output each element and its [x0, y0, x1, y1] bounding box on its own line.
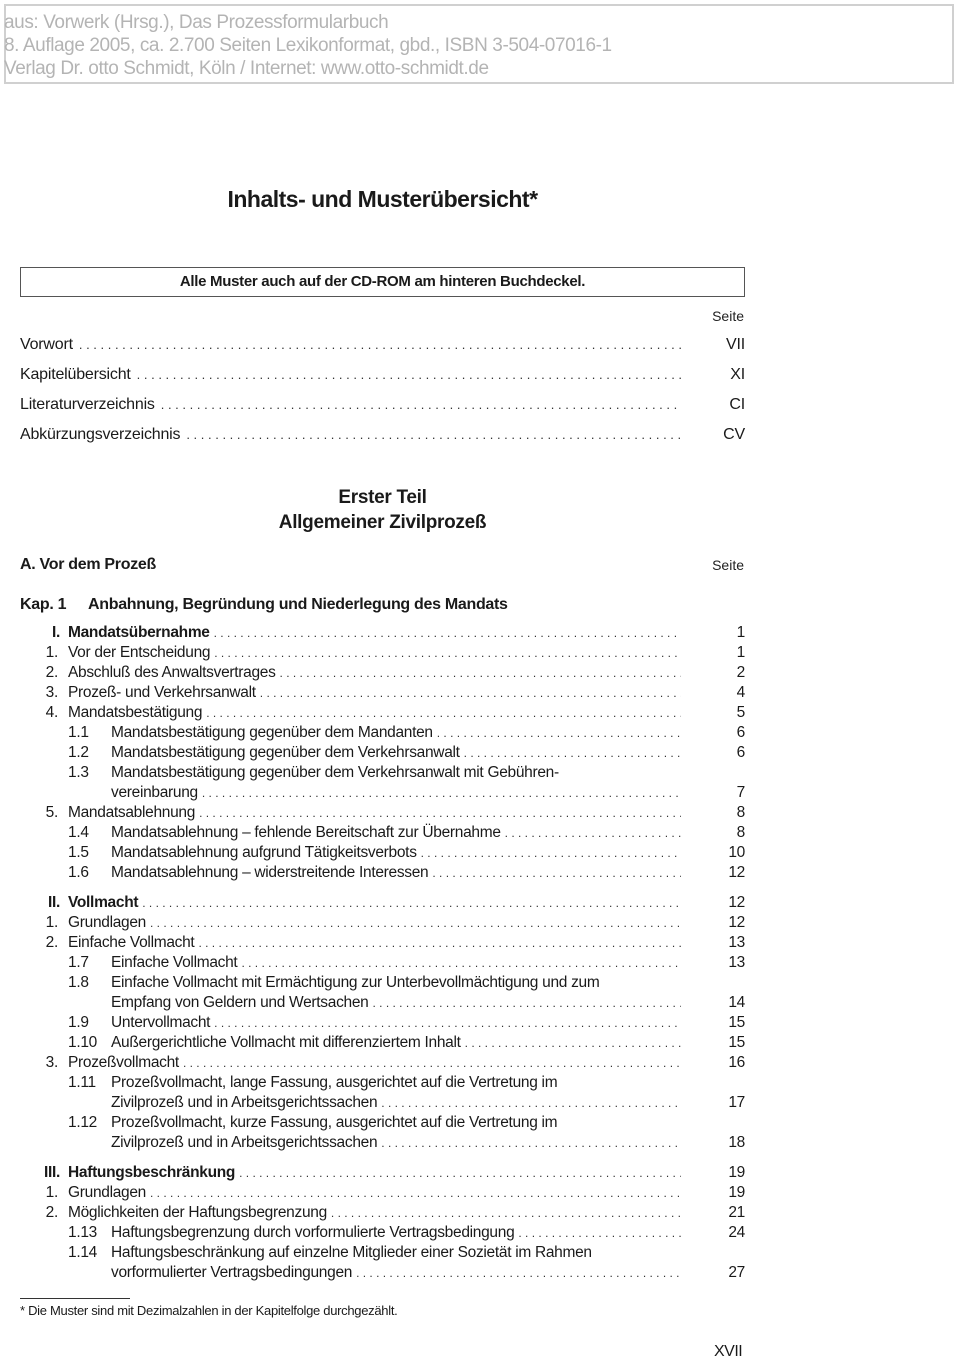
- entry-title: Einfache Vollmacht: [111, 954, 238, 971]
- entry-title: Abschluß des Anwaltsvertrages: [68, 664, 276, 681]
- entry-page: 12: [728, 894, 745, 911]
- dot-leader: [331, 1206, 681, 1220]
- entry-title-continuation: Zivilprozeß und in Arbeitsgerichtssachen: [111, 1094, 378, 1111]
- toc-entry-continuation[interactable]: [20, 1264, 745, 1284]
- entry-title: Prozeß- und Verkehrsanwalt: [68, 684, 256, 701]
- toc-entry[interactable]: [20, 1204, 745, 1224]
- source-line-1: aus: Vorwerk (Hrsg.), Das Prozessformularbuch: [4, 12, 389, 33]
- toc-entry[interactable]: [20, 1244, 745, 1264]
- entry-body: [111, 824, 745, 842]
- entry-title: Untervollmacht: [111, 1014, 211, 1031]
- toc-entry[interactable]: [20, 724, 745, 744]
- entry-body: [111, 1114, 745, 1132]
- entry-body: [111, 1094, 745, 1112]
- toc-entry[interactable]: [20, 624, 745, 644]
- footnote: * Die Muster sind mit Dezimalzahlen in der Kapitelfolge durchgezählt.: [20, 1303, 398, 1318]
- entry-number: 1.10: [68, 1034, 97, 1051]
- dot-leader: [239, 1166, 681, 1180]
- dot-leader: [241, 956, 681, 970]
- entry-page: 15: [728, 1014, 745, 1031]
- toc-entry[interactable]: [20, 934, 745, 954]
- entry-number: 1.4: [68, 824, 89, 841]
- dot-leader: [206, 706, 681, 720]
- entry-page: 17: [728, 1094, 745, 1111]
- dot-leader: [137, 367, 681, 382]
- toc-entry[interactable]: [20, 1054, 745, 1074]
- entry-number: 1.1: [68, 724, 89, 741]
- entry-page: 6: [736, 724, 745, 741]
- entry-title: Haftungsbegrenzung durch vorformulierte Vertragsbedingung: [111, 1224, 515, 1241]
- entry-title: Mandatsbestätigung: [68, 704, 203, 721]
- page-column-label: Seite: [712, 308, 744, 324]
- entry-title: Vollmacht: [68, 894, 139, 911]
- dot-leader: [150, 916, 681, 930]
- entry-page: 14: [728, 994, 745, 1011]
- entry-title: Mandatsbestätigung gegenüber dem Mandanten: [111, 724, 433, 741]
- entry-number: 1.: [45, 644, 58, 661]
- entry-title: Mandatsübernahme: [68, 624, 210, 641]
- dot-leader: [183, 1056, 681, 1070]
- entry-label: Kapitelübersicht: [20, 366, 131, 383]
- entry-title: Grundlagen: [68, 1184, 147, 1201]
- entry-page: 19: [728, 1164, 745, 1181]
- entry-title-continuation: Zivilprozeß und in Arbeitsgerichtssachen: [111, 1134, 378, 1151]
- entry-page: VII: [726, 336, 745, 353]
- dot-leader: [161, 397, 681, 412]
- dot-leader: [421, 846, 681, 860]
- entry-body: [68, 624, 745, 642]
- entry-body: [111, 974, 745, 992]
- entry-page: 8: [736, 824, 745, 841]
- entry-body: [68, 1204, 745, 1222]
- section-heading: A. Vor dem Prozeß: [20, 556, 156, 573]
- entry-title: Mandatsablehnung – widerstreitende Interessen: [111, 864, 429, 881]
- toc-entry[interactable]: [20, 1224, 745, 1244]
- entry-body: [68, 1164, 745, 1182]
- entry-number: 1.9: [68, 1014, 89, 1031]
- dot-leader: [432, 866, 681, 880]
- entry-label: Literaturverzeichnis: [20, 396, 155, 413]
- entry-body: [68, 804, 745, 822]
- entry-label: Abkürzungsverzeichnis: [20, 426, 181, 443]
- page-number: XVII: [714, 1343, 743, 1360]
- toc-entry[interactable]: [20, 644, 745, 664]
- entry-title: Haftungsbeschränkung auf einzelne Mitglieder einer Sozietät im Rahmen: [111, 1244, 592, 1261]
- entry-body: [68, 704, 745, 722]
- entry-label: Vorwort: [20, 336, 73, 353]
- entry-title: Mandatsablehnung – fehlende Bereitschaft zur Übernahme: [111, 824, 501, 841]
- entry-page: 1: [736, 644, 745, 661]
- entry-number: I.: [51, 624, 60, 641]
- entry-page: 8: [736, 804, 745, 821]
- entry-number: 3.: [45, 1054, 58, 1071]
- toc-entry[interactable]: [20, 844, 745, 864]
- toc-entry-continuation[interactable]: [20, 1094, 745, 1114]
- dot-leader: [356, 1266, 681, 1280]
- entry-page: CV: [723, 426, 745, 443]
- entry-body: [111, 1134, 745, 1152]
- chapter-number: Kap. 1: [20, 596, 67, 613]
- footnote-divider: [20, 1298, 130, 1299]
- dot-leader: [214, 646, 681, 660]
- entry-title: Möglichkeiten der Haftungsbegrenzung: [68, 1204, 327, 1221]
- entry-body: [111, 864, 745, 882]
- entry-page: 27: [728, 1264, 745, 1281]
- entry-page: 16: [728, 1054, 745, 1071]
- source-line-3: Verlag Dr. otto Schmidt, Köln / Internet: www.otto-schmidt.de: [4, 58, 489, 79]
- entry-number: 4.: [45, 704, 58, 721]
- toc-entry[interactable]: [20, 664, 745, 684]
- dot-leader: [381, 1096, 681, 1110]
- dot-leader: [464, 746, 681, 760]
- entry-number: II.: [47, 894, 60, 911]
- page-title: Inhalts- und Musterübersicht*: [227, 186, 538, 212]
- entry-page: 21: [728, 1204, 745, 1221]
- front-matter-entry[interactable]: [20, 426, 745, 444]
- dot-leader: [199, 806, 681, 820]
- dot-leader: [437, 726, 681, 740]
- dot-leader: [381, 1136, 681, 1150]
- entry-page: 6: [736, 744, 745, 761]
- entry-number: 1.5: [68, 844, 89, 861]
- entry-title: Prozeßvollmacht, kurze Fassung, ausgerichtet auf die Vertretung im: [111, 1114, 558, 1131]
- toc-entry[interactable]: [20, 1074, 745, 1094]
- entry-body: [111, 724, 745, 742]
- toc-entry[interactable]: [20, 954, 745, 974]
- entry-page: 7: [736, 784, 745, 801]
- entry-page: 13: [728, 934, 745, 951]
- entry-number: 1.3: [68, 764, 89, 781]
- entry-number: 1.14: [68, 1244, 97, 1261]
- entry-body: [111, 1074, 745, 1092]
- entry-body: [111, 1034, 745, 1052]
- dot-leader: [505, 826, 681, 840]
- entry-body: [111, 1244, 745, 1262]
- toc-entry-continuation[interactable]: [20, 1134, 745, 1154]
- entry-body: [68, 1184, 745, 1202]
- toc-entry[interactable]: [20, 1164, 745, 1184]
- toc-entry-continuation[interactable]: [20, 784, 745, 804]
- entry-page: CI: [729, 396, 745, 413]
- chapter-title: Anbahnung, Begründung und Niederlegung des Mandats: [88, 596, 508, 613]
- dot-leader: [150, 1186, 681, 1200]
- entry-number: 1.6: [68, 864, 89, 881]
- entry-number: 1.: [45, 914, 58, 931]
- entry-page: 18: [728, 1134, 745, 1151]
- entry-body: [111, 764, 745, 782]
- dot-leader: [372, 996, 681, 1010]
- entry-title: Mandatsablehnung: [68, 804, 196, 821]
- entry-number: 1.2: [68, 744, 89, 761]
- entry-title-continuation: vereinbarung: [111, 784, 198, 801]
- entry-number: 3.: [45, 684, 58, 701]
- entry-page: 4: [736, 684, 745, 701]
- entry-title: Einfache Vollmacht: [68, 934, 195, 951]
- entry-body: [111, 994, 745, 1012]
- entry-number: 1.12: [68, 1114, 97, 1131]
- entry-page: 1: [736, 624, 745, 641]
- toc-entry[interactable]: [20, 1114, 745, 1134]
- source-line-2: 8. Auflage 2005, ca. 2.700 Seiten Lexikonformat, gbd., ISBN 3-504-07016-1: [4, 35, 612, 56]
- entry-number: III.: [43, 1164, 60, 1181]
- toc-entry[interactable]: [20, 864, 745, 884]
- entry-page: 2: [736, 664, 745, 681]
- entry-number: 2.: [45, 664, 58, 681]
- chapter-heading: [20, 596, 508, 614]
- entry-number: 5.: [45, 804, 58, 821]
- dot-leader: [518, 1226, 681, 1240]
- entry-page: 13: [728, 954, 745, 971]
- entry-body: [68, 644, 745, 662]
- front-matter-entry[interactable]: [20, 366, 745, 384]
- entry-title: Vor der Entscheidung: [68, 644, 211, 661]
- front-matter-entry[interactable]: [20, 336, 745, 354]
- entry-page: 12: [728, 914, 745, 931]
- cd-rom-notice: Alle Muster auch auf der CD-ROM am hinteren Buchdeckel.: [20, 267, 745, 297]
- entry-body: [111, 954, 745, 972]
- entry-body: [68, 894, 745, 912]
- entry-title: Grundlagen: [68, 914, 147, 931]
- dot-leader: [186, 427, 681, 442]
- dot-leader: [142, 896, 681, 910]
- entry-body: [68, 934, 745, 952]
- dot-leader: [465, 1036, 681, 1050]
- entry-page: XI: [730, 366, 745, 383]
- toc-entry[interactable]: [20, 704, 745, 724]
- front-matter-entry[interactable]: [20, 396, 745, 414]
- entry-body: [68, 1054, 745, 1072]
- entry-number: 1.8: [68, 974, 89, 991]
- entry-title: Außergerichtliche Vollmacht mit differenziertem Inhalt: [111, 1034, 461, 1051]
- entry-title: Mandatsablehnung aufgrund Tätigkeitsverbots: [111, 844, 417, 861]
- entry-number: 1.11: [68, 1074, 96, 1091]
- entry-title-continuation: vorformulierter Vertragsbedingungen: [111, 1264, 353, 1281]
- entry-title: Mandatsbestätigung gegenüber dem Verkehrsanwalt: [111, 744, 460, 761]
- entry-body: [111, 744, 745, 762]
- entry-title: Haftungsbeschränkung: [68, 1164, 236, 1181]
- toc-entry[interactable]: [20, 1034, 745, 1054]
- entry-page: 24: [728, 1224, 745, 1241]
- part-title: Erster Teil: [338, 487, 427, 508]
- entry-number: 2.: [45, 934, 58, 951]
- toc-entry[interactable]: [20, 1014, 745, 1034]
- entry-page: 19: [728, 1184, 745, 1201]
- toc-entry[interactable]: [20, 824, 745, 844]
- entry-body: [111, 784, 745, 802]
- entry-title: Mandatsbestätigung gegenüber dem Verkehrsanwalt mit Gebühren-: [111, 764, 559, 781]
- dot-leader: [202, 786, 681, 800]
- toc-entry[interactable]: [20, 804, 745, 824]
- entry-title: Einfache Vollmacht mit Ermächtigung zur Unterbevollmächtigung und zum: [111, 974, 600, 991]
- dot-leader: [260, 686, 681, 700]
- entry-body: [111, 844, 745, 862]
- toc-entry-continuation[interactable]: [20, 994, 745, 1014]
- page-column-label-2: Seite: [712, 557, 744, 573]
- entry-number: 2.: [45, 1204, 58, 1221]
- entry-body: [111, 1014, 745, 1032]
- entry-page: 10: [728, 844, 745, 861]
- entry-title: Prozeßvollmacht: [68, 1054, 179, 1071]
- toc-entry[interactable]: [20, 744, 745, 764]
- toc-entry[interactable]: [20, 764, 745, 784]
- entry-page: 12: [728, 864, 745, 881]
- dot-leader: [280, 666, 681, 680]
- toc-entry[interactable]: [20, 684, 745, 704]
- dot-leader: [79, 337, 681, 352]
- entry-body: [68, 664, 745, 682]
- entry-body: [111, 1224, 745, 1242]
- entry-number: 1.: [45, 1184, 58, 1201]
- toc-entry[interactable]: [20, 974, 745, 994]
- part-subtitle: Allgemeiner Zivilprozeß: [278, 512, 487, 533]
- toc-entry[interactable]: [20, 1184, 745, 1204]
- dot-leader: [214, 626, 681, 640]
- table-of-contents: [20, 624, 745, 1284]
- entry-body: [68, 914, 745, 932]
- entry-page: 15: [728, 1034, 745, 1051]
- entry-number: 1.13: [68, 1224, 97, 1241]
- entry-body: [68, 684, 745, 702]
- toc-entry[interactable]: [20, 894, 745, 914]
- toc-entry[interactable]: [20, 914, 745, 934]
- dot-leader: [214, 1016, 681, 1030]
- entry-title: Prozeßvollmacht, lange Fassung, ausgerichtet auf die Vertretung im: [111, 1074, 558, 1091]
- dot-leader: [198, 936, 681, 950]
- entry-body: [111, 1264, 745, 1282]
- entry-page: 5: [736, 704, 745, 721]
- entry-title-continuation: Empfang von Geldern und Wertsachen: [111, 994, 369, 1011]
- entry-number: 1.7: [68, 954, 89, 971]
